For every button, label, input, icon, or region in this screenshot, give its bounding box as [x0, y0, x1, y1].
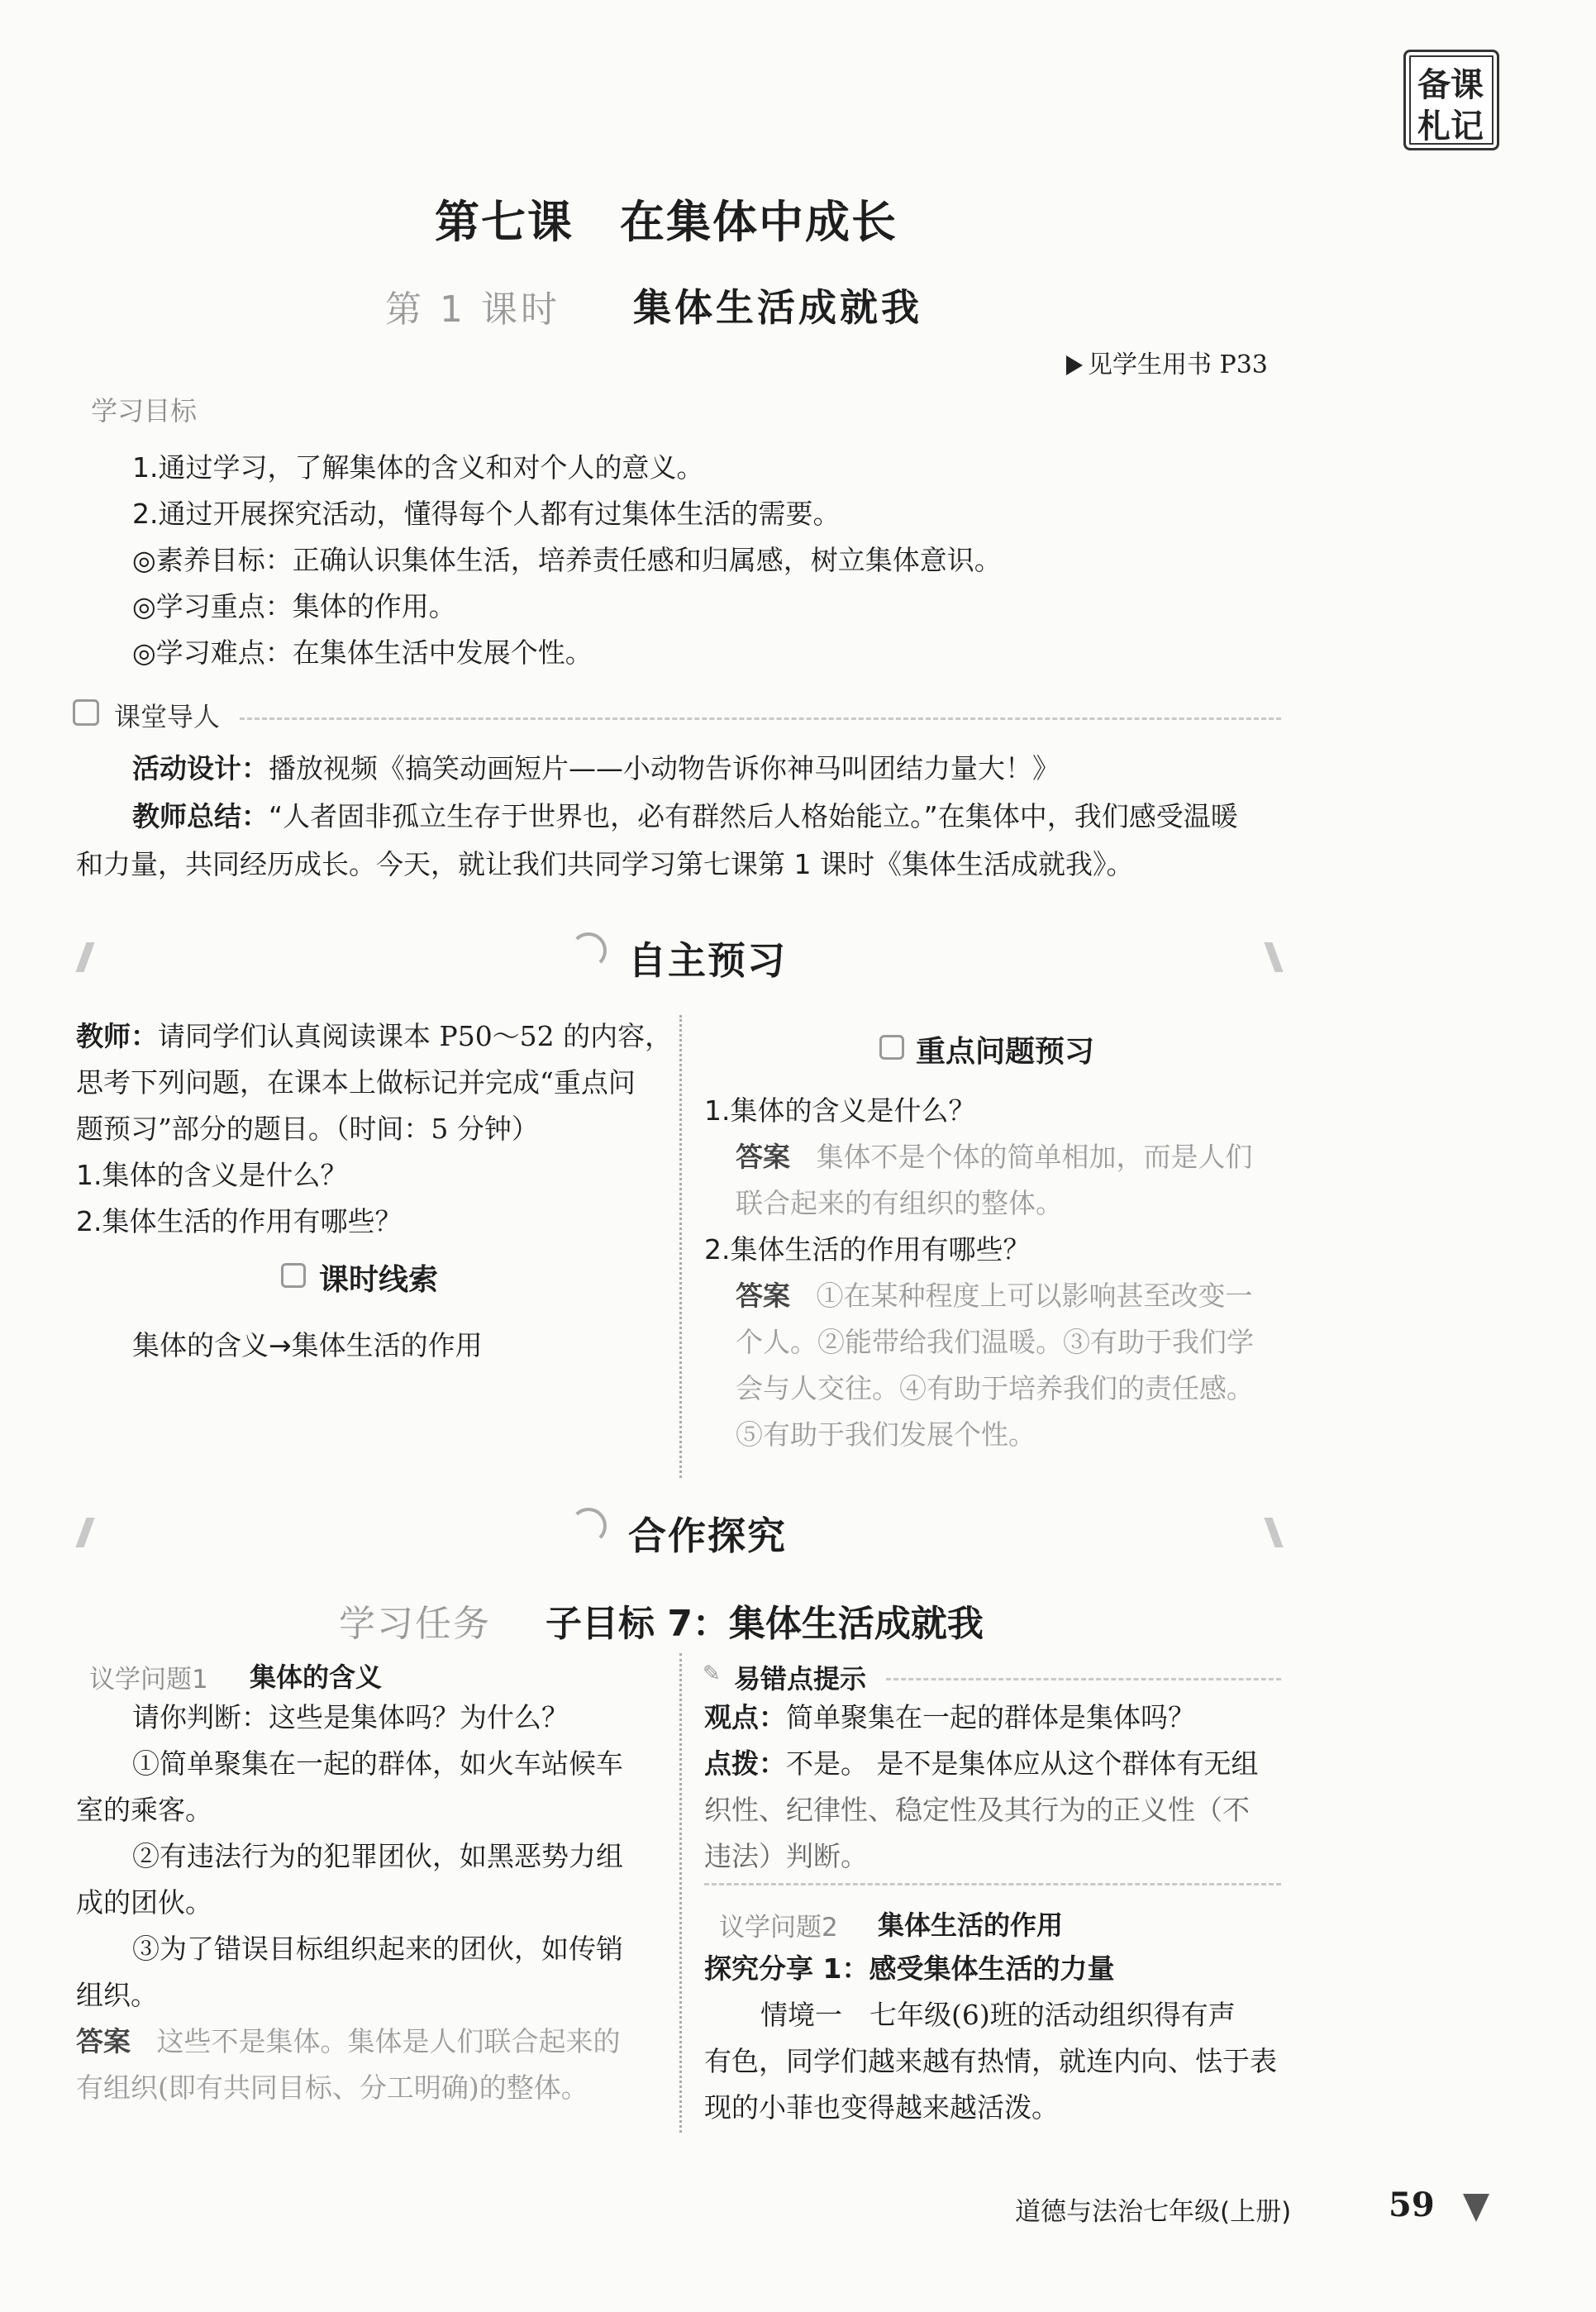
goals-list [132, 445, 1002, 676]
preview-left-column [76, 1013, 672, 1245]
q1-item2-line2: 成的团伙。 [76, 1886, 212, 1919]
task-label: 学习任务 [339, 1603, 491, 1645]
teacher-line2: 思考下列问题，在课本上做标记并完成“重点问 [76, 1066, 636, 1099]
goal-item: 1.通过学习，了解集体的含义和对个人的意义。 [132, 451, 704, 484]
goal-item: ◎学习重点：集体的作用。 [132, 590, 456, 622]
page-number: 59 [1389, 2186, 1435, 2224]
q1-item3-line2: 组织。 [76, 1979, 158, 2011]
q1-title: 集体的含义 [250, 1661, 383, 1693]
key-answer-1-line1 [704, 1134, 1254, 1180]
preview-heading: 自主预习 [628, 938, 787, 983]
activity-text: 播放视频《搞笑动画短片——小动物告诉你神马叫团结力量大！》 [269, 752, 1060, 784]
preview-question-2: 2.集体生活的作用有哪些？ [76, 1205, 403, 1237]
q2-tag: 议学问题2 [719, 1913, 838, 1943]
decor-slash-left [75, 942, 94, 972]
key-question-2: 2.集体生活的作用有哪些？ [704, 1233, 1031, 1266]
key-question-heading: 重点问题预习 [916, 1035, 1095, 1069]
clue-text: 集体的含义→集体生活的作用 [132, 1329, 483, 1361]
q1-prompt: 请你判断：这些是集体吗？为什么？ [132, 1701, 569, 1733]
share-label: 探究分享 1：感受集体生活的力量 [704, 1952, 1115, 1985]
activity-label: 活动设计： [132, 752, 269, 784]
activity-line [132, 746, 1060, 792]
teacher-label: 教师： [76, 1020, 158, 1052]
q1-item1-line1: ①简单聚集在一起的群体，如火车站候车 [132, 1747, 623, 1780]
see-reference [1066, 344, 1268, 380]
tip-body [704, 1695, 1259, 1880]
q1-body [76, 1695, 623, 2111]
badge-line1: 备课 [1417, 66, 1484, 104]
tip-point-line1 [704, 1741, 1259, 1787]
goal-item: ◎素养目标：正确认识集体生活，培养责任感和归属感，树立集体意识。 [132, 544, 1002, 576]
period-title: 集体生活成就我 [633, 285, 922, 330]
tip-point-label: 点拨： [704, 1747, 786, 1780]
explore-icon [570, 1508, 607, 1544]
teacher-line3: 题预习”部分的题目。（时间：5 分钟） [76, 1113, 539, 1145]
scene-line1: 情境一 七年级(6)班的活动组织得有声 [760, 1999, 1236, 2031]
q1-answer-line2: 有组织(即有共同目标、分工明确)的整体。 [76, 2071, 588, 2104]
summary-line2: 和力量，共同经历成长。今天，就让我们共同学习第七课第 1 课时《集体生活成就我》。 [76, 848, 1134, 880]
q2-title: 集体生活的作用 [878, 1909, 1064, 1941]
teacher-line1 [76, 1013, 672, 1060]
play-triangle-icon [1066, 355, 1083, 375]
scene-line2: 有色，同学们越来越有热情，就连内向、怯于表 [704, 2045, 1277, 2077]
intro-divider [240, 717, 1281, 720]
decor-slash-right [1264, 942, 1283, 972]
badge-line2: 札记 [1417, 107, 1484, 145]
answer-text: 这些不是集体。集体是人们联合起来的 [156, 2025, 621, 2057]
tip-point-text: 不是。 是不是集体应从这个群体有无组 [786, 1747, 1259, 1780]
key-answer-2-line3: 会与人交往。④有助于培养我们的责任感。 [736, 1372, 1254, 1404]
goals-heading: 学习目标 [91, 395, 198, 427]
preview-icon [570, 932, 607, 969]
key-question-1: 1.集体的含义是什么？ [704, 1094, 976, 1127]
lesson-title: 第七课 在集体中成长 [435, 196, 898, 248]
pencil-icon: ✎ [703, 1661, 721, 1686]
answer-label: 答案 [736, 1280, 790, 1312]
tip-view [704, 1695, 1259, 1741]
column-divider [679, 1015, 682, 1478]
clue-heading: 课时线索 [319, 1263, 439, 1297]
preview-right-column [704, 1088, 1254, 1458]
key-answer-2-line4: ⑤有助于我们发展个性。 [736, 1418, 1036, 1451]
scene-line3: 现的小菲也变得越来越活泼。 [704, 2091, 1059, 2124]
intro-heading: 课堂导人 [114, 701, 221, 732]
tip-view-label: 观点： [704, 1701, 786, 1733]
explore-heading: 合作探究 [628, 1514, 787, 1558]
decor-slash-right [1264, 1518, 1283, 1547]
key-answer-2-line2: 个人。②能带给我们温暖。③有助于我们学 [736, 1326, 1254, 1358]
preview-question-1: 1.集体的含义是什么？ [76, 1159, 348, 1191]
q1-tag: 议学问题1 [89, 1665, 208, 1695]
notes-badge [1403, 50, 1499, 150]
key-answer-2-line1 [704, 1273, 1254, 1319]
decor-slash-left [75, 1518, 94, 1547]
task-title: 子目标 7：集体生活成就我 [545, 1603, 984, 1645]
key-question-icon [879, 1035, 904, 1060]
answer-text: 集体不是个体的简单相加，而是人们 [816, 1141, 1253, 1173]
summary-line1 [132, 794, 1238, 840]
tip-heading: 易错点提示 [734, 1663, 867, 1695]
corner-arrow-icon [1463, 2194, 1489, 2222]
answer-label: 答案 [76, 2025, 131, 2057]
teacher-text: 请同学们认真阅读课本 P50～52 的内容， [158, 1020, 673, 1052]
column-divider [679, 1653, 682, 2133]
tip-point-line3: 违法）判断。 [704, 1840, 868, 1872]
tip-view-text: 简单聚集在一起的群体是集体吗？ [786, 1701, 1195, 1733]
q1-item1-line2: 室的乘客。 [76, 1794, 212, 1826]
tip-divider-top [886, 1678, 1281, 1680]
tip-divider-bottom [704, 1883, 1281, 1885]
q1-item3-line1: ③为了错误目标组织起来的团伙，如传销 [132, 1933, 623, 1965]
q2-body [704, 1946, 1277, 2131]
summary-text: “人者固非孤立生存于世界也，必有群然后人格始能立。”在集体中，我们感受温暖 [269, 800, 1238, 832]
answer-label: 答案 [736, 1141, 790, 1173]
footer-book: 道德与法治七年级(上册) [1015, 2197, 1292, 2227]
see-reference-text: 见学生用书 P33 [1088, 350, 1268, 379]
summary-label: 教师总结： [132, 800, 269, 832]
q1-item2-line1: ②有违法行为的犯罪团伙，如黑恶势力组 [132, 1840, 623, 1872]
clue-icon [281, 1263, 306, 1288]
goal-item: ◎学习难点：在集体生活中发展个性。 [132, 636, 593, 669]
q1-answer-line1 [76, 2019, 623, 2065]
answer-text: ①在某种程度上可以影响甚至改变一 [816, 1280, 1253, 1312]
key-answer-1-line2: 联合起来的有组织的整体。 [736, 1187, 1063, 1219]
tip-point-line2: 织性、纪律性、稳定性及其行为的正义性（不 [704, 1794, 1250, 1826]
intro-icon [73, 699, 99, 726]
period-label: 第 1 课时 [385, 288, 560, 331]
goal-item: 2.通过开展探究活动，懂得每个人都有过集体生活的需要。 [132, 498, 841, 530]
